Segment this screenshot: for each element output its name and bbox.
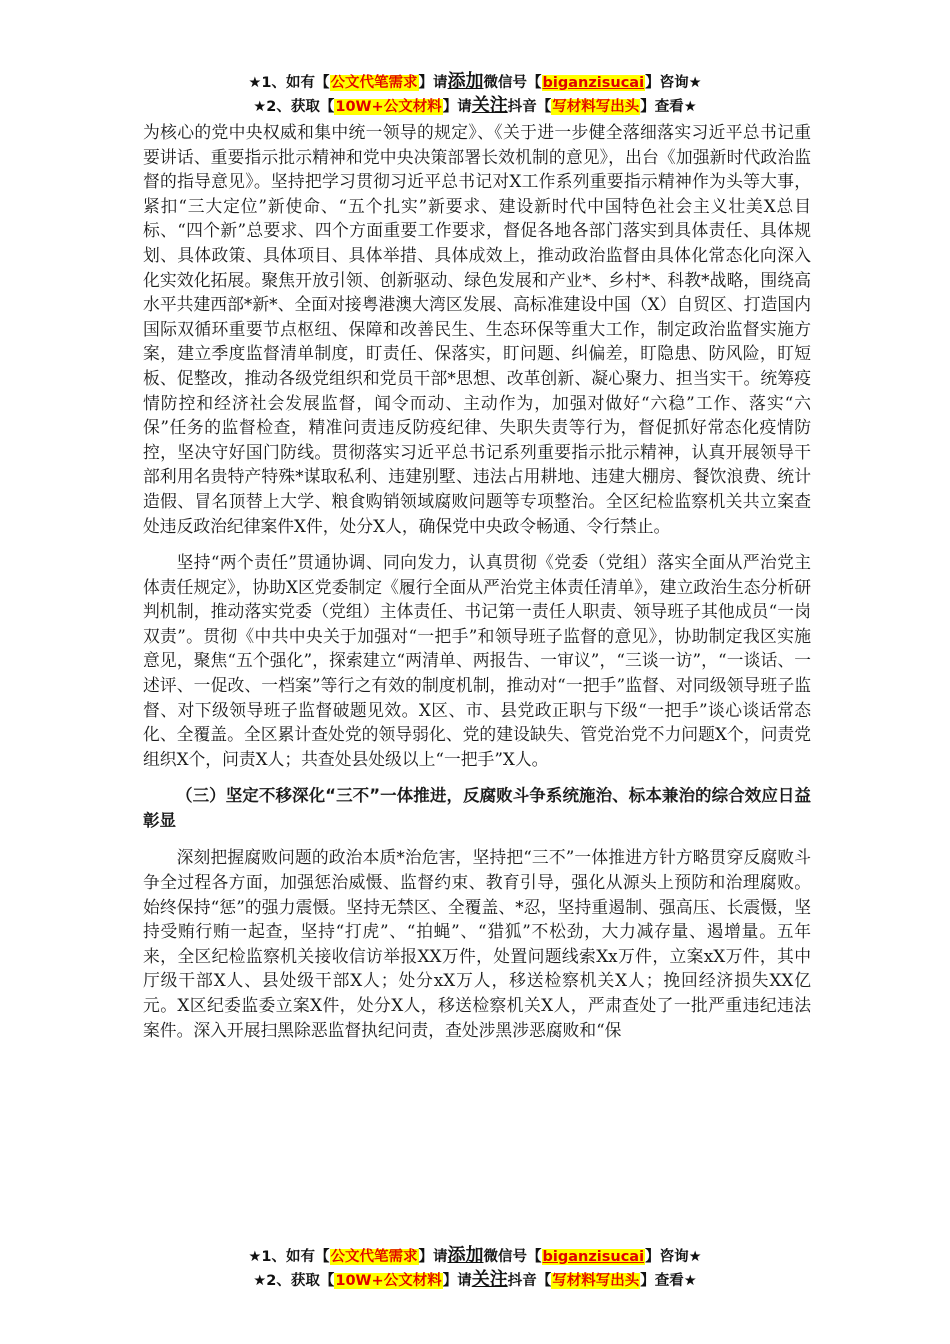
banner-line-1-mid2: 微信号【: [483, 1249, 542, 1265]
footer-banner: [0, 1244, 950, 1292]
paragraph-gap: [143, 771, 811, 783]
banner-douyin-account[interactable]: 写材料写出头: [552, 1273, 640, 1289]
banner-line-1-mid: 】请: [418, 75, 448, 91]
banner-emphasis-follow: 关注: [471, 1269, 508, 1290]
banner-line-1: [0, 70, 950, 94]
banner-wechat-id[interactable]: biganzisucai: [542, 75, 645, 91]
header-banner: [0, 70, 950, 118]
banner-emphasis-add: 添加: [447, 1245, 484, 1266]
banner-highlight-service: 公文代笔需求: [330, 1249, 418, 1265]
banner-douyin-account[interactable]: 写材料写出头: [552, 99, 640, 115]
banner-highlight-service: 公文代笔需求: [330, 75, 418, 91]
banner-line-1-prefix: ★1、如有【: [248, 1249, 330, 1265]
banner-line-2-prefix: ★2、获取【: [253, 99, 335, 115]
banner-wechat-id[interactable]: biganzisucai: [542, 1249, 645, 1265]
paragraph-two-responsibilities: 坚持“两个责任”贯通协调、同向发力，认真贯彻《党委（党组）落实全面从严治党主体责任规定》，协助X区党委制定《履行全面从严治党主体责任清单》，建立政治生态分析研判机制，推动落实党委（党组）主体责任、书记第一责任人职责、领导班子其他成员“一岗双责”。贯彻《中共中央关于加强对“一把手”和领导班子监督的意见》，协助制定我区实施意见，聚焦“五个强化”，探索建立“两清单、两报告、一审议”，“三谈一访”，“一谈话、一述评、一促改、一档案”等行之有效的制度机制，推动对“一把手”监督、对同级领导班子监督、对下级领导班子监督破题见效。X区、市、县党政正职与下级“一把手”谈心谈话常态化、全覆盖。全区累计查处党的领导弱化、党的建设缺失、管党治党不力问题X个，问责党组织X个，问责X人；共查处县处级以上“一把手”X人。: [143, 552, 811, 769]
section-heading-three: （三）坚定不移深化“三不”一体推进，反腐败斗争系统施治、标本兼治的综合效应日益彰显: [143, 786, 811, 831]
banner-highlight-materials: 10W+公文材料: [335, 1273, 442, 1289]
banner-line-2: [0, 1268, 950, 1292]
banner-line-2-suffix: 】查看★: [640, 99, 697, 115]
paragraph-political-supervision: 为核心的党中央权威和集中统一领导的规定》、《关于进一步健全落细落实习近平总书记重要讲话、重要指示批示精神和党中央决策部署长效机制的意见》，出台《加强新时代政治监督的指导意见》。坚持把学习贯彻习近平总书记对X工作系列重要指示精神作为头等大事，紧扣“三大定位”新使命、“五个扎实”新要求、建设新时代中国特色社会主义壮美X总目标、“四个新”总要求、四个方面重要工作要求，督促各地各部门落实到具体责任、具体规划、具体政策、具体项目、具体举措、具体成效上，推动政治监督由具体化常态化向深入化实效化拓展。聚焦开放引领、创新驱动、绿色发展和产业*、乡村*、科教*战略，围绕高水平共建西部*新*、全面对接粤港澳大湾区发展、高标准建设中国（X）自贸区、打造国内国际双循环重要节点枢纽、保障和改善民生、生态环保等重大工作，制定政治监督实施方案，建立季度监督清单制度，盯责任、保落实，盯问题、纠偏差，盯隐患、防风险，盯短板、促整改，推动各级党组织和党员干部*思想、改革创新、凝心聚力、担当实干。统筹疫情防控和经济社会发展监督，闻令而动、主动作为，加强对做好“六稳”工作、落实“六保”任务的监督检查，精准问责违反防疫纪律、失职失责等行为，督促抓好常态化疫情防控，坚决守好国门防线。贯彻落实习近平总书记系列重要指示批示精神，认真开展领导干部利用名贵特产特殊*谋取私利、违建别墅、违法占用耕地、违建大棚房、餐饮浪费、统计造假、冒名顶替上大学、粮食购销领域腐败问题等专项整治。全区纪检监察机关共立案查处违反政治纪律案件X件，处分X人，确保党中央政令畅通、令行禁止。: [143, 122, 811, 536]
banner-line-2-prefix: ★2、获取【: [253, 1273, 335, 1289]
banner-highlight-materials: 10W+公文材料: [335, 99, 442, 115]
paragraph-gap: [143, 833, 811, 845]
banner-line-1-suffix: 】咨询★: [645, 75, 702, 91]
banner-line-2-mid: 】请: [442, 99, 472, 115]
banner-line-1-mid2: 微信号【: [483, 75, 542, 91]
banner-line-2-suffix: 】查看★: [640, 1273, 697, 1289]
banner-line-2: [0, 94, 950, 118]
banner-line-2-mid2: 抖音【: [507, 1273, 552, 1289]
paragraph-anti-corruption: 深刻把握腐败问题的政治本质*治危害，坚持把“三不”一体推进方针方略贯穿反腐败斗争全过程各方面，加强惩治威慑、监督约束、教育引导，强化从源头上预防和治理腐败。始终保持“惩”的强力震慑。坚持无禁区、全覆盖、*忍，坚持重遏制、强高压、长震慑，坚持受贿行贿一起查，坚持“打虎”、“拍蝇”、“猎狐”不松劲，大力减存量、遏增量。五年来，全区纪检监察机关接收信访举报XX万件，处置问题线索Xx万件，立案xX万件，其中厅级干部X人、县处级干部X人；处分xX万人，移送检察机关X人；挽回经济损失XX亿元。X区纪委监委立案X件，处分X人，移送检察机关X人，严肃查处了一批严重违纪违法案件。深入开展扫黑除恶监督执纪问责，查处涉黑涉恶腐败和“保: [143, 847, 811, 1040]
banner-line-1: [0, 1244, 950, 1268]
banner-emphasis-follow: 关注: [471, 95, 508, 116]
document-body: [143, 120, 811, 1042]
banner-line-1-mid: 】请: [418, 1249, 448, 1265]
banner-line-2-mid: 】请: [442, 1273, 472, 1289]
banner-line-1-suffix: 】咨询★: [645, 1249, 702, 1265]
banner-line-1-prefix: ★1、如有【: [248, 75, 330, 91]
banner-emphasis-add: 添加: [447, 71, 484, 92]
paragraph-gap: [143, 538, 811, 550]
banner-line-2-mid2: 抖音【: [507, 99, 552, 115]
